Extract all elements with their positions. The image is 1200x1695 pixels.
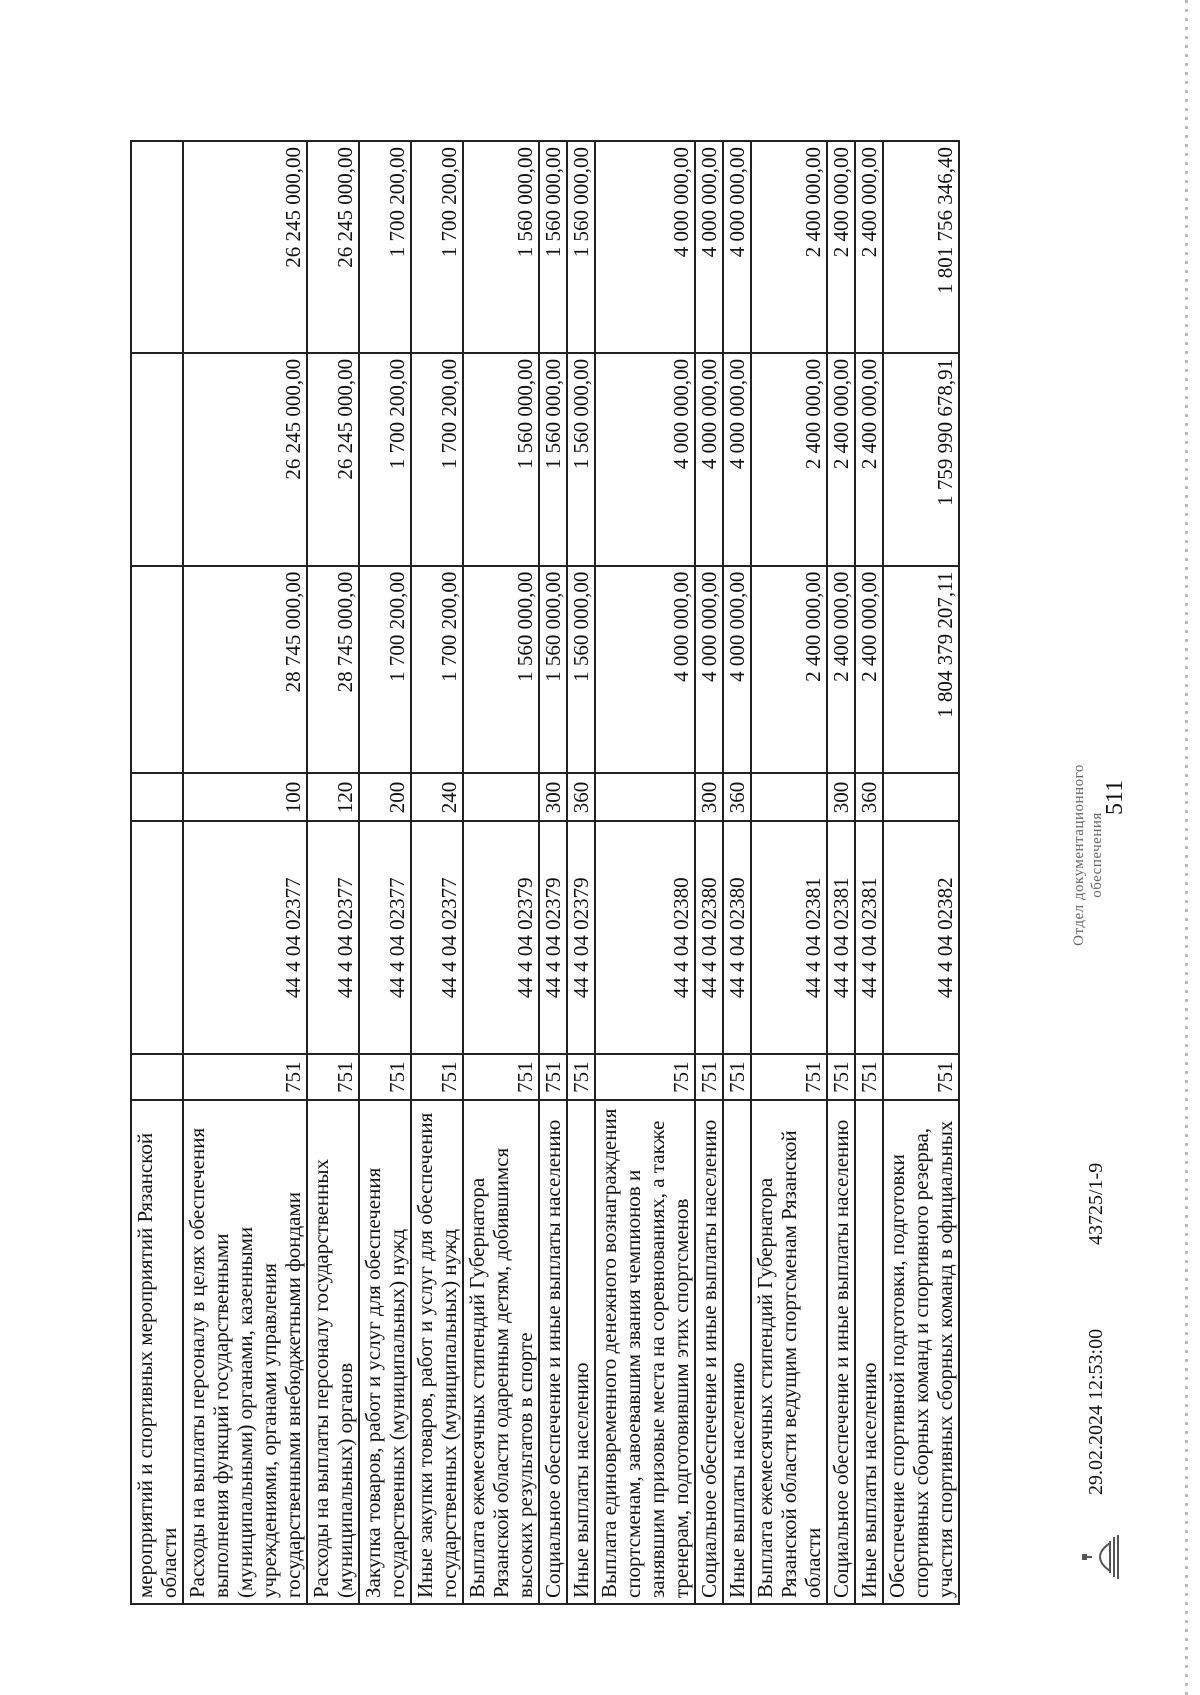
cell-sum-2026: 4 000 000,00 [595, 141, 695, 353]
table-row [883, 141, 959, 1604]
table-row [567, 141, 595, 1604]
cell-vr: 360 [723, 773, 751, 821]
cell-sum-2025: 1 560 000,00 [567, 353, 595, 566]
cell-sum-2025: 1 560 000,00 [463, 353, 539, 566]
cell-vr: 360 [567, 773, 595, 821]
cell-vr: 240 [411, 773, 463, 821]
cell-csr: 44 4 04 02380 [595, 821, 695, 1054]
cell-grbs: 751 [307, 1054, 359, 1100]
cell-name: Обеспечение спортивной подготовки, подготовки спортивных сборных команд и спортивного резерва, участия спортивных сборных команд в официальных [883, 1100, 959, 1604]
cell-vr: 360 [855, 773, 883, 821]
cell-name: Социальное обеспечение и иные выплаты населению [695, 1100, 723, 1604]
cell-sum-2026: 2 400 000,00 [855, 141, 883, 353]
cell-csr: 44 4 04 02379 [463, 821, 539, 1054]
table-row [695, 141, 723, 1604]
table-row [827, 141, 855, 1604]
cell-name: Социальное обеспечение и иные выплаты населению [539, 1100, 567, 1604]
table-row [539, 141, 567, 1604]
cell-sum-2024: 1 560 000,00 [539, 566, 567, 774]
cell-sum-2026: 26 245 000,00 [307, 141, 359, 353]
cell-csr: 44 4 04 02381 [855, 821, 883, 1054]
cell-sum-2026 [131, 141, 183, 353]
cell-sum-2024: 4 000 000,00 [695, 566, 723, 774]
cell-vr [883, 773, 959, 821]
cell-sum-2024: 1 700 200,00 [411, 566, 463, 774]
cell-csr: 44 4 04 02382 [883, 821, 959, 1054]
ministry-emblem-icon [1080, 1529, 1124, 1585]
table-row [307, 141, 359, 1604]
cell-sum-2026: 1 801 756 346,40 [883, 141, 959, 353]
cell-sum-2025: 4 000 000,00 [595, 353, 695, 566]
cell-csr: 44 4 04 02377 [359, 821, 411, 1054]
cell-grbs: 751 [855, 1054, 883, 1100]
cell-sum-2025 [131, 353, 183, 566]
cell-vr [463, 773, 539, 821]
cell-sum-2025: 4 000 000,00 [695, 353, 723, 566]
cell-name: Закупка товаров, работ и услуг для обеспечения государственных (муниципальных) нужд [359, 1100, 411, 1604]
cell-sum-2025: 2 400 000,00 [855, 353, 883, 566]
cell-vr: 300 [827, 773, 855, 821]
cell-name: Выплата ежемесячных стипендий Губернатора Рязанской области ведущим спортсменам Рязанской области [751, 1100, 827, 1604]
cell-sum-2024: 28 745 000,00 [183, 566, 307, 774]
table-row [131, 141, 183, 1604]
table-row [463, 141, 539, 1604]
cell-sum-2024 [131, 566, 183, 774]
cell-sum-2025: 1 759 990 678,91 [883, 353, 959, 566]
cell-vr: 300 [539, 773, 567, 821]
footer-document-id: 43725/1-9 [1085, 1162, 1107, 1245]
table-body [131, 141, 959, 1604]
budget-table [130, 140, 960, 1605]
cell-grbs: 751 [695, 1054, 723, 1100]
cell-csr: 44 4 04 02377 [183, 821, 307, 1054]
cell-sum-2025: 26 245 000,00 [307, 353, 359, 566]
cell-grbs: 751 [883, 1054, 959, 1100]
cell-vr [751, 773, 827, 821]
cell-grbs [131, 1054, 183, 1100]
cell-csr [131, 821, 183, 1054]
cell-sum-2024: 28 745 000,00 [307, 566, 359, 774]
cell-vr: 100 [183, 773, 307, 821]
cell-grbs: 751 [539, 1054, 567, 1100]
cell-sum-2025: 26 245 000,00 [183, 353, 307, 566]
cell-sum-2024: 2 400 000,00 [751, 566, 827, 774]
cell-grbs: 751 [359, 1054, 411, 1100]
table-row [751, 141, 827, 1604]
cell-sum-2025: 1 560 000,00 [539, 353, 567, 566]
table-row [183, 141, 307, 1604]
cell-grbs: 751 [411, 1054, 463, 1100]
cell-vr: 300 [695, 773, 723, 821]
cell-sum-2026: 26 245 000,00 [183, 141, 307, 353]
stamp-line-2: обеспечения [1089, 812, 1105, 898]
table-row [855, 141, 883, 1604]
department-stamp [1070, 755, 1106, 955]
cell-vr: 200 [359, 773, 411, 821]
cell-csr: 44 4 04 02377 [411, 821, 463, 1054]
cell-sum-2025: 2 400 000,00 [827, 353, 855, 566]
cell-grbs: 751 [827, 1054, 855, 1100]
cell-name: Выплата ежемесячных стипендий Губернатора Рязанской области одаренным детям, добившимся высоких результатов в спорте [463, 1100, 539, 1604]
table-row [723, 141, 751, 1604]
cell-sum-2024: 1 804 379 207,11 [883, 566, 959, 774]
cell-sum-2026: 1 700 200,00 [359, 141, 411, 353]
cell-grbs: 751 [567, 1054, 595, 1100]
cell-sum-2024: 4 000 000,00 [723, 566, 751, 774]
cell-grbs: 751 [751, 1054, 827, 1100]
cell-sum-2026: 1 560 000,00 [567, 141, 595, 353]
cell-sum-2026: 2 400 000,00 [827, 141, 855, 353]
cell-csr: 44 4 04 02380 [723, 821, 751, 1054]
cell-grbs: 751 [595, 1054, 695, 1100]
table-row [595, 141, 695, 1604]
cell-sum-2024: 2 400 000,00 [855, 566, 883, 774]
cell-sum-2026: 1 560 000,00 [463, 141, 539, 353]
cell-csr: 44 4 04 02379 [567, 821, 595, 1054]
cell-sum-2025: 1 700 200,00 [359, 353, 411, 566]
cell-sum-2024: 2 400 000,00 [827, 566, 855, 774]
table-row [411, 141, 463, 1604]
cell-name: Расходы на выплаты персоналу в целях обеспечения выполнения функций государственными (муниципальными) органами, казенными учреждениями, органами управления государственными внебюджетными фондами [183, 1100, 307, 1604]
cell-sum-2025: 1 700 200,00 [411, 353, 463, 566]
cell-sum-2024: 1 560 000,00 [567, 566, 595, 774]
cell-name: мероприятий и спортивных мероприятий Рязанской области [131, 1100, 183, 1604]
cell-grbs: 751 [183, 1054, 307, 1100]
cell-csr: 44 4 04 02377 [307, 821, 359, 1054]
cell-grbs: 751 [723, 1054, 751, 1100]
cell-sum-2026: 1 700 200,00 [411, 141, 463, 353]
cell-sum-2025: 4 000 000,00 [723, 353, 751, 566]
cell-csr: 44 4 04 02381 [827, 821, 855, 1054]
cell-vr [595, 773, 695, 821]
cell-name: Иные выплаты населению [855, 1100, 883, 1604]
cell-csr: 44 4 04 02380 [695, 821, 723, 1054]
scan-edge-marks [1185, 0, 1188, 1695]
cell-name: Иные выплаты населению [567, 1100, 595, 1604]
cell-sum-2024: 4 000 000,00 [595, 566, 695, 774]
cell-sum-2026: 1 560 000,00 [539, 141, 567, 353]
cell-grbs: 751 [463, 1054, 539, 1100]
cell-csr: 44 4 04 02379 [539, 821, 567, 1054]
cell-sum-2024: 1 560 000,00 [463, 566, 539, 774]
cell-name: Выплата единовременного денежного вознаграждения спортсменам, завоевавшим звания чемпионов и занявшим призовые места на соревнованиях, а также тренерам, подготовившим этих спортсменов [595, 1100, 695, 1604]
cell-csr: 44 4 04 02381 [751, 821, 827, 1054]
cell-sum-2026: 4 000 000,00 [695, 141, 723, 353]
cell-name: Социальное обеспечение и иные выплаты населению [827, 1100, 855, 1604]
stamp-line-1: Отдел документационного [1071, 764, 1087, 946]
cell-sum-2024: 1 700 200,00 [359, 566, 411, 774]
cell-vr: 120 [307, 773, 359, 821]
footer-date: 29.02.2024 12:53:00 [1085, 1328, 1107, 1495]
cell-sum-2026: 4 000 000,00 [723, 141, 751, 353]
cell-sum-2025: 2 400 000,00 [751, 353, 827, 566]
table-row [359, 141, 411, 1604]
cell-name: Иные выплаты населению [723, 1100, 751, 1604]
cell-sum-2026: 2 400 000,00 [751, 141, 827, 353]
cell-name: Расходы на выплаты персоналу государственных (муниципальных) органов [307, 1100, 359, 1604]
cell-vr [131, 773, 183, 821]
page-number: 511 [1102, 779, 1128, 815]
cell-name: Иные закупки товаров, работ и услуг для обеспечения государственных (муниципальных) нужд [411, 1100, 463, 1604]
